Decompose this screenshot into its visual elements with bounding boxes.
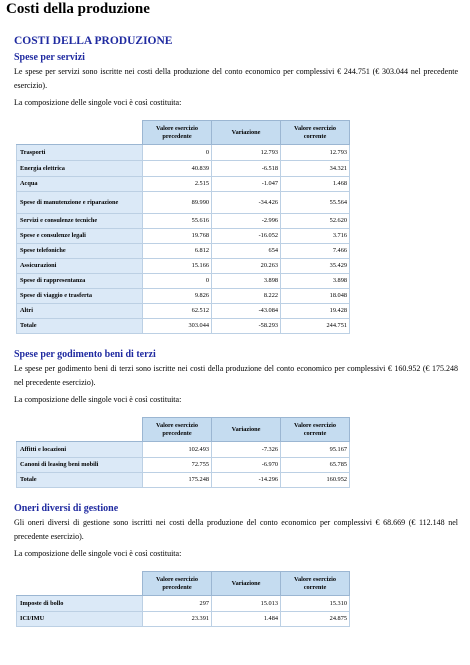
- section-paragraph: Le spese per godimento beni di terzi sono iscritte nei costi della produzione del conto economico per complessivi € 160.952 (€ 175.248 nel precedente esercizio).: [14, 364, 458, 387]
- cell-value: 102.493: [143, 442, 212, 458]
- cell-value: 15.013: [212, 596, 281, 612]
- subsection-title: Spese per servizi: [14, 52, 85, 63]
- row-label: Totale: [17, 473, 143, 488]
- row-label: Trasporti: [17, 145, 143, 161]
- cell-value: 3.716: [281, 229, 350, 244]
- row-label: Servizi e consulenze tecniche: [17, 214, 143, 229]
- section-spese-servizi: [14, 51, 458, 334]
- cell-value: 15.310: [281, 596, 350, 612]
- table-row: [17, 259, 350, 274]
- column-header: Valore esercizio precedente: [143, 572, 212, 596]
- cell-value: -6.970: [212, 458, 281, 473]
- cell-value: 23.391: [143, 612, 212, 627]
- cell-value: 175.248: [143, 473, 212, 488]
- header-blank: [17, 121, 143, 145]
- row-label: Altri: [17, 304, 143, 319]
- cell-value: 3.898: [212, 274, 281, 289]
- cell-value: 1.484: [212, 612, 281, 627]
- table-row: [17, 442, 350, 458]
- cell-value: 160.952: [281, 473, 350, 488]
- column-header: Variazione: [212, 418, 281, 442]
- table-row: [17, 612, 350, 627]
- row-label: Energia elettrica: [17, 161, 143, 177]
- cell-value: 40.839: [143, 161, 212, 177]
- cell-value: -6.518: [212, 161, 281, 177]
- cell-value: 12.793: [212, 145, 281, 161]
- section-intro: La composizione delle singole voci è così costituita:: [14, 98, 182, 107]
- row-label: Assicurazioni: [17, 259, 143, 274]
- header-blank: [17, 418, 143, 442]
- row-label: Acqua: [17, 177, 143, 192]
- cell-value: 297: [143, 596, 212, 612]
- document-body: [14, 34, 458, 627]
- row-label: Affitti e locazioni: [17, 442, 143, 458]
- subsection-title: Spese per godimento beni di terzi: [14, 349, 156, 360]
- cell-value: -1.047: [212, 177, 281, 192]
- column-header: Valore esercizio corrente: [281, 418, 350, 442]
- cell-value: 2.515: [143, 177, 212, 192]
- cell-value: 55.564: [281, 192, 350, 214]
- section-godimento-beni-terzi: [14, 348, 458, 488]
- row-label: Spese di manutenzione e riparazione: [17, 192, 143, 214]
- column-header: Variazione: [212, 121, 281, 145]
- cell-value: 65.785: [281, 458, 350, 473]
- cell-value: 20.263: [212, 259, 281, 274]
- table-row: [17, 289, 350, 304]
- cell-value: -14.296: [212, 473, 281, 488]
- section-title: COSTI DELLA PRODUZIONE: [14, 35, 173, 47]
- cell-value: 19.768: [143, 229, 212, 244]
- cell-value: -7.326: [212, 442, 281, 458]
- table-row: [17, 145, 350, 161]
- row-label: Spese di rappresentanza: [17, 274, 143, 289]
- row-label: Spese di viaggio e trasferta: [17, 289, 143, 304]
- table-row: [17, 274, 350, 289]
- cell-value: 18.048: [281, 289, 350, 304]
- section-intro: La composizione delle singole voci è così costituita:: [14, 395, 182, 404]
- table-row: [17, 458, 350, 473]
- cell-value: 8.222: [212, 289, 281, 304]
- cell-value: -34.426: [212, 192, 281, 214]
- table-oneri-diversi: [16, 571, 350, 627]
- section-intro: La composizione delle singole voci è così costituita:: [14, 549, 182, 558]
- cell-value: 62.512: [143, 304, 212, 319]
- cell-value: 7.466: [281, 244, 350, 259]
- header-blank: [17, 572, 143, 596]
- table-row: [17, 192, 350, 214]
- table-row: [17, 177, 350, 192]
- section-oneri-diversi: [14, 502, 458, 627]
- table-row: [17, 229, 350, 244]
- cell-value: 0: [143, 274, 212, 289]
- cell-value: -43.084: [212, 304, 281, 319]
- cell-value: -16.052: [212, 229, 281, 244]
- cell-value: 52.620: [281, 214, 350, 229]
- table-row: [17, 244, 350, 259]
- cell-value: 6.812: [143, 244, 212, 259]
- row-label: ICI/IMU: [17, 612, 143, 627]
- subsection-title: Oneri diversi di gestione: [14, 503, 119, 514]
- cell-value: 72.755: [143, 458, 212, 473]
- cell-value: 654: [212, 244, 281, 259]
- section-paragraph: Gli oneri diversi di gestione sono iscritti nei costi della produzione del conto economico per complessivi € 68.669 (€ 112.148 nel precedente esercizio).: [14, 518, 458, 541]
- row-label: Canoni di leasing beni mobili: [17, 458, 143, 473]
- cell-value: 15.166: [143, 259, 212, 274]
- table-spese-servizi: [16, 120, 350, 334]
- cell-value: 34.321: [281, 161, 350, 177]
- cell-value: 95.167: [281, 442, 350, 458]
- cell-value: 89.990: [143, 192, 212, 214]
- cell-value: 55.616: [143, 214, 212, 229]
- cell-value: 244.751: [281, 319, 350, 334]
- table-row: [17, 161, 350, 177]
- column-header: Valore esercizio precedente: [143, 418, 212, 442]
- row-label: Totale: [17, 319, 143, 334]
- table-row-total: [17, 319, 350, 334]
- cell-value: 303.044: [143, 319, 212, 334]
- table-row: [17, 214, 350, 229]
- page-title: Costi della produzione: [6, 1, 150, 17]
- cell-value: -2.996: [212, 214, 281, 229]
- cell-value: 24.875: [281, 612, 350, 627]
- row-label: Imposte di bollo: [17, 596, 143, 612]
- section-paragraph: Le spese per servizi sono iscritte nei costi della produzione del conto economico per complessivi € 244.751 (€ 303.044 nel precedente esercizio).: [14, 67, 458, 90]
- cell-value: 35.429: [281, 259, 350, 274]
- cell-value: -58.293: [212, 319, 281, 334]
- cell-value: 1.468: [281, 177, 350, 192]
- cell-value: 3.898: [281, 274, 350, 289]
- cell-value: 9.826: [143, 289, 212, 304]
- cell-value: 19.428: [281, 304, 350, 319]
- column-header: Variazione: [212, 572, 281, 596]
- column-header: Valore esercizio corrente: [281, 572, 350, 596]
- row-label: Spese e consulenze legali: [17, 229, 143, 244]
- row-label: Spese telefoniche: [17, 244, 143, 259]
- column-header: Valore esercizio precedente: [143, 121, 212, 145]
- table-row-total: [17, 473, 350, 488]
- table-godimento-beni-terzi: [16, 417, 350, 488]
- table-row: [17, 304, 350, 319]
- cell-value: 0: [143, 145, 212, 161]
- column-header: Valore esercizio corrente: [281, 121, 350, 145]
- cell-value: 12.793: [281, 145, 350, 161]
- table-row: [17, 596, 350, 612]
